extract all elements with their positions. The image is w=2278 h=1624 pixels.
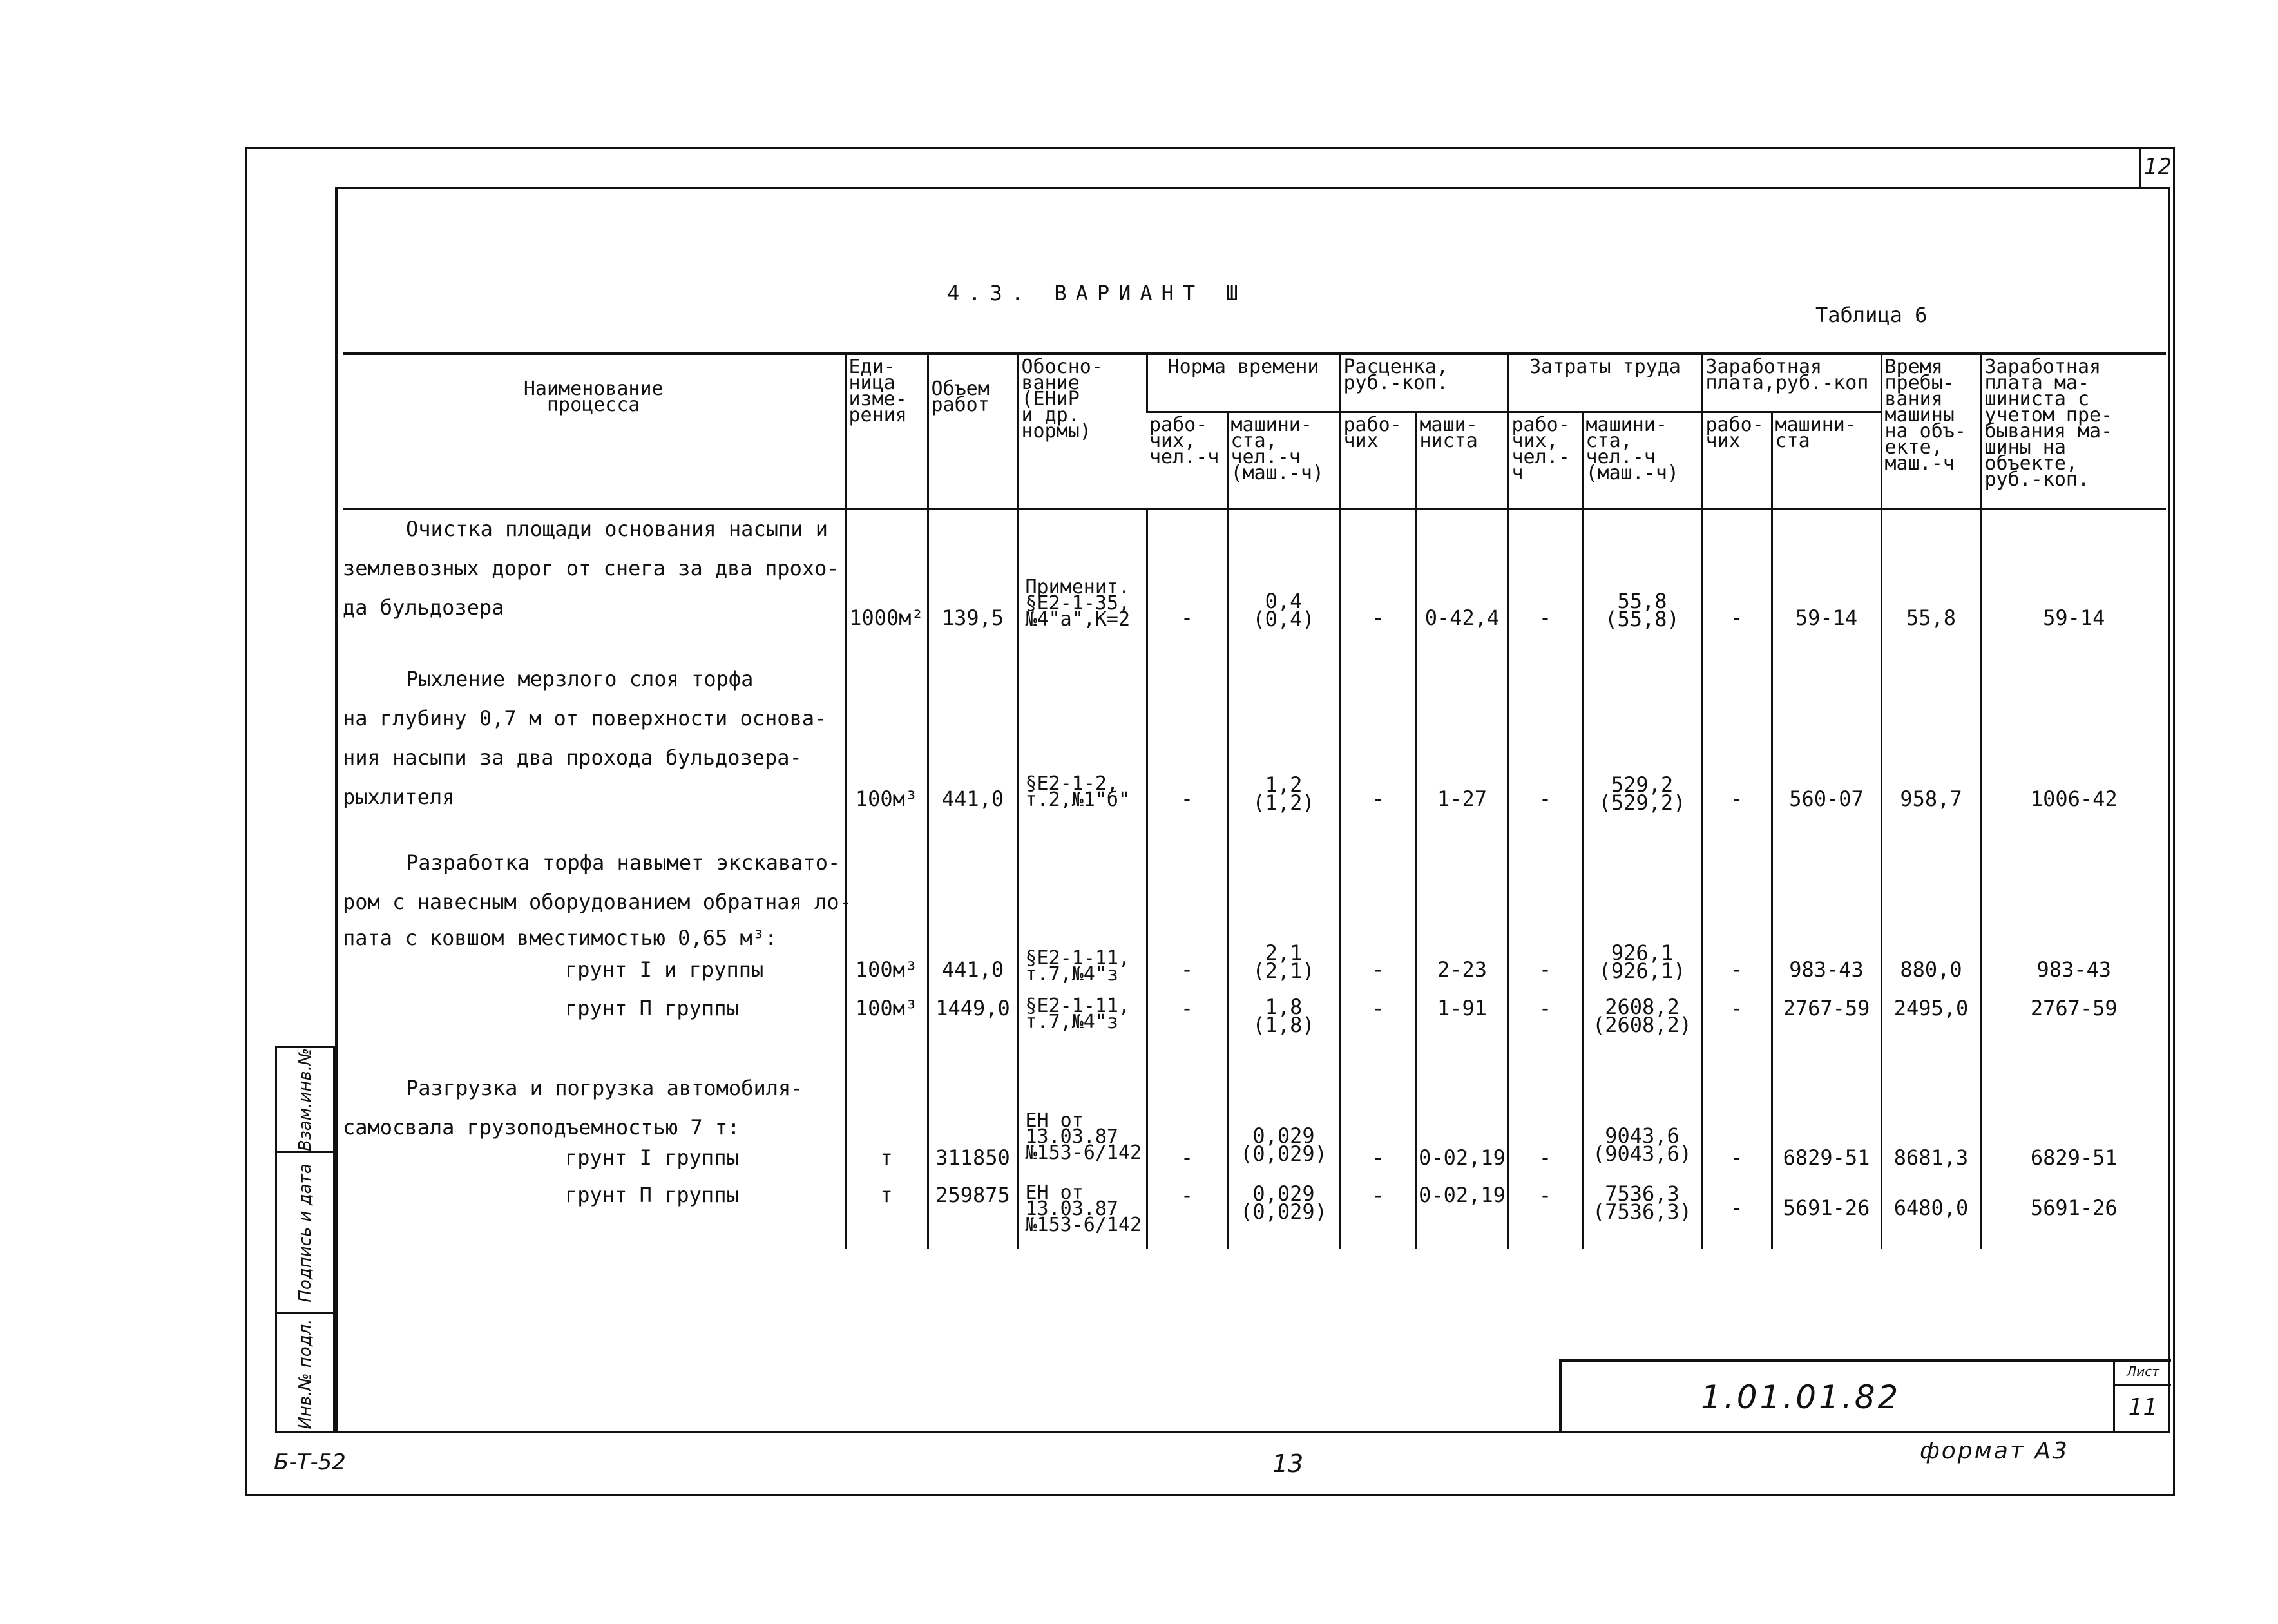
row-3b-stay: 2495,0 xyxy=(1893,996,1969,1020)
header-rate: Расценка, руб.-коп. xyxy=(1340,354,1508,412)
sheet-number: 11 xyxy=(2128,1394,2158,1420)
header-rate-workers: рабо- чих xyxy=(1340,412,1416,508)
row-3a-norm-driver: 2,1 (2,1) xyxy=(1252,941,1315,983)
row-4a-wage-driver: 6829-51 xyxy=(1783,1145,1870,1170)
row-1-stay: 55,8 xyxy=(1906,605,1957,630)
row-4a-rate-driver: 0-02,19 xyxy=(1419,1145,1506,1170)
table-row xyxy=(343,998,2166,1069)
table-row xyxy=(343,843,2166,959)
row-3b-norm-driver: 1,8 (1,8) xyxy=(1252,995,1315,1037)
row-4b-labor-workers: - xyxy=(1538,1183,1552,1207)
row-4a-basis: ЕН от 13.03.87 №153-6/142 xyxy=(1025,1109,1142,1164)
header-norm-workers: рабо- чих, чел.-ч xyxy=(1147,412,1227,508)
row-1-norm-workers: - xyxy=(1180,605,1194,630)
table-row xyxy=(343,1185,2166,1249)
row-3a-wage-workers: - xyxy=(1730,957,1743,982)
footer-left-code: Б-Т-52 xyxy=(274,1449,346,1475)
row-4a-volume: 311850 xyxy=(935,1145,1010,1170)
row-4a-driver-wage: 6829-51 xyxy=(2030,1145,2118,1170)
row-1-volume: 139,5 xyxy=(941,605,1004,630)
row-1-unit: 1000м² xyxy=(849,605,924,630)
row-1-wage-workers: - xyxy=(1730,605,1743,630)
row-1-name: Очистка площади основания насыпи и землевозных дорог от снега за два прохо- да бульдозера xyxy=(343,516,839,620)
row-2-wage-driver: 560-07 xyxy=(1789,787,1864,811)
header-stay: Время пребы- вания машины на объ- екте, маш.-ч xyxy=(1881,354,1981,508)
header-labor: Затраты труда xyxy=(1508,354,1702,412)
sheet-box xyxy=(2113,1359,2171,1433)
row-4b-stay: 6480,0 xyxy=(1893,1196,1969,1220)
row-4b-wage-workers: - xyxy=(1730,1196,1743,1220)
table-row xyxy=(343,959,2166,998)
side-strip-inventory: Инв.№ подл. xyxy=(295,1318,315,1429)
row-4b-labor-driver: 7536,3 (7536,3) xyxy=(1592,1181,1692,1224)
header-norm: Норма времени xyxy=(1147,354,1340,412)
row-2-rate-driver: 1-27 xyxy=(1437,787,1488,811)
row-4a-norm-workers: - xyxy=(1180,1145,1194,1170)
side-strip xyxy=(275,1046,335,1433)
row-3a-norm-workers: - xyxy=(1180,957,1194,982)
row-2-norm-workers: - xyxy=(1180,787,1194,811)
row-4b-driver-wage: 5691-26 xyxy=(2030,1196,2118,1220)
header-norm-driver: машини- ста, чел.-ч (маш.-ч) xyxy=(1227,412,1340,508)
row-4a-rate-workers: - xyxy=(1372,1145,1384,1170)
header-wage-workers: рабо- чих xyxy=(1702,412,1772,508)
row-3a-rate-driver: 2-23 xyxy=(1437,957,1488,982)
corner-page-number: 12 xyxy=(2139,147,2175,187)
row-3a-volume: 441,0 xyxy=(941,957,1004,982)
row-3b-rate-driver: 1-91 xyxy=(1437,996,1488,1020)
row-3a-wage-driver: 983-43 xyxy=(1789,957,1864,982)
table-row xyxy=(343,660,2166,843)
row-2-rate-workers: - xyxy=(1372,787,1384,811)
header-labor-workers: рабо- чих, чел.-ч xyxy=(1508,412,1582,508)
document-code: 1.01.01.82 xyxy=(1701,1379,1901,1416)
row-4b-label: грунт П группы xyxy=(565,1183,739,1207)
row-4a-unit: т xyxy=(880,1145,893,1170)
header-driver-wage: Заработная плата ма- шиниста с учетом пре- бывания ма- шины на объекте, руб.-коп. xyxy=(1981,354,2166,508)
row-3b-labor-driver: 2608,2 (2608,2) xyxy=(1592,995,1692,1037)
header-labor-driver: машини- ста, чел.-ч (маш.-ч) xyxy=(1582,412,1702,508)
row-4a-stay: 8681,3 xyxy=(1893,1145,1969,1170)
row-1-labor-workers: - xyxy=(1538,605,1552,630)
row-4a-labor-driver: 9043,6 (9043,6) xyxy=(1592,1123,1692,1166)
row-3b-label: грунт П группы xyxy=(565,996,739,1020)
row-3a-labor-workers: - xyxy=(1538,957,1552,982)
side-strip-signature: Подпись и дата xyxy=(295,1163,315,1303)
row-3a-driver-wage: 983-43 xyxy=(2036,957,2112,982)
row-4a-labor-workers: - xyxy=(1538,1145,1552,1170)
row-4a-norm-driver: 0,029 (0,029) xyxy=(1240,1123,1327,1166)
row-3b-wage-driver: 2767-59 xyxy=(1783,996,1870,1020)
row-1-norm-driver: 0,4 (0,4) xyxy=(1252,588,1315,631)
row-4b-norm-driver: 0,029 (0,029) xyxy=(1240,1181,1327,1224)
row-1-basis: Применит. §Е2-1-35, №4"а",К=2 xyxy=(1025,575,1131,631)
row-2-volume: 441,0 xyxy=(941,787,1004,811)
section-title: 4.3. ВАРИАНТ Ш xyxy=(947,281,1247,305)
row-4b-norm-workers: - xyxy=(1180,1183,1194,1207)
table-row xyxy=(343,508,2166,660)
row-2-basis: §Е2-1-2, т.2,№1"б" xyxy=(1025,772,1131,811)
row-4b-basis: ЕН от 13.03.87 №153-6/142 xyxy=(1025,1181,1142,1236)
row-3a-unit: 100м³ xyxy=(855,957,918,982)
row-3a-stay: 880,0 xyxy=(1900,957,1962,982)
sheet-label: Лист xyxy=(2115,1359,2171,1386)
row-4a-label: грунт I группы xyxy=(565,1145,739,1170)
row-4b-wage-driver: 5691-26 xyxy=(1783,1196,1870,1220)
side-strip-replace: Взам.инв.№ xyxy=(295,1048,315,1151)
row-4a-wage-workers: - xyxy=(1730,1145,1743,1170)
row-3b-volume: 1449,0 xyxy=(935,996,1010,1020)
row-3a-label: грунт I и группы xyxy=(565,957,764,982)
row-3a-labor-driver: 926,1 (926,1) xyxy=(1598,941,1686,983)
row-4b-unit: т xyxy=(880,1183,893,1207)
row-4-name: Разгрузка и погрузка автомобиля- самосвала грузоподъемностью 7 т: xyxy=(343,1076,803,1140)
row-1-rate-workers: - xyxy=(1372,605,1384,630)
row-2-name: Рыхление мерзлого слоя торфа на глубину 0,7 м от поверхности основа- ния насыпи за два прохода бульдозера- рыхлителя xyxy=(343,667,827,809)
table-label: Таблица 6 xyxy=(1815,303,1928,327)
row-3-name: Разработка торфа навымет экскавато- ром с навесным оборудованием обратная ло- пата с ковшом вместимостью 0,65 м³: xyxy=(343,850,852,950)
row-1-labor-driver: 55,8 (55,8) xyxy=(1605,588,1680,631)
header-name: Наименование процесса xyxy=(343,354,845,508)
header-basis: Обосно- вание (ЕНиР и др. нормы) xyxy=(1018,354,1147,508)
row-2-unit: 100м³ xyxy=(855,787,918,811)
footer-format: формат А3 xyxy=(1920,1438,2069,1464)
row-2-wage-workers: - xyxy=(1730,787,1743,811)
row-4b-volume: 259875 xyxy=(935,1183,1010,1207)
row-3a-rate-workers: - xyxy=(1372,957,1384,982)
header-wage-driver: машини- ста xyxy=(1772,412,1881,508)
row-2-stay: 958,7 xyxy=(1900,787,1962,811)
header-volume: Объем работ xyxy=(928,354,1018,508)
row-3b-wage-workers: - xyxy=(1730,996,1743,1020)
row-3b-rate-workers: - xyxy=(1372,996,1384,1020)
header-unit: Еди- ница изме- рения xyxy=(845,354,928,508)
row-2-labor-driver: 529,2 (529,2) xyxy=(1598,772,1686,815)
row-3a-basis: §Е2-1-11, т.7,№4"з xyxy=(1025,947,1131,986)
row-3b-labor-workers: - xyxy=(1538,996,1552,1020)
footer-page-number: 13 xyxy=(1272,1449,1304,1478)
row-4b-rate-driver: 0-02,19 xyxy=(1419,1183,1506,1207)
norms-table xyxy=(343,352,2166,1249)
row-1-wage-driver: 59-14 xyxy=(1795,605,1858,630)
table-row xyxy=(343,1069,2166,1147)
row-3b-unit: 100м³ xyxy=(855,996,918,1020)
row-3b-basis: §Е2-1-11, т.7,№4"з xyxy=(1025,995,1131,1033)
row-1-rate-driver: 0-42,4 xyxy=(1424,605,1500,630)
header-rate-driver: маши- ниста xyxy=(1416,412,1508,508)
row-2-driver-wage: 1006-42 xyxy=(2030,787,2118,811)
row-4b-rate-workers: - xyxy=(1372,1183,1384,1207)
row-3b-driver-wage: 2767-59 xyxy=(2030,996,2118,1020)
row-2-norm-driver: 1,2 (1,2) xyxy=(1252,772,1315,815)
row-2-labor-workers: - xyxy=(1538,787,1552,811)
header-wage: Заработная плата,руб.-коп xyxy=(1702,354,1881,412)
row-1-driver-wage: 59-14 xyxy=(2043,605,2105,630)
row-3b-norm-workers: - xyxy=(1180,996,1194,1020)
